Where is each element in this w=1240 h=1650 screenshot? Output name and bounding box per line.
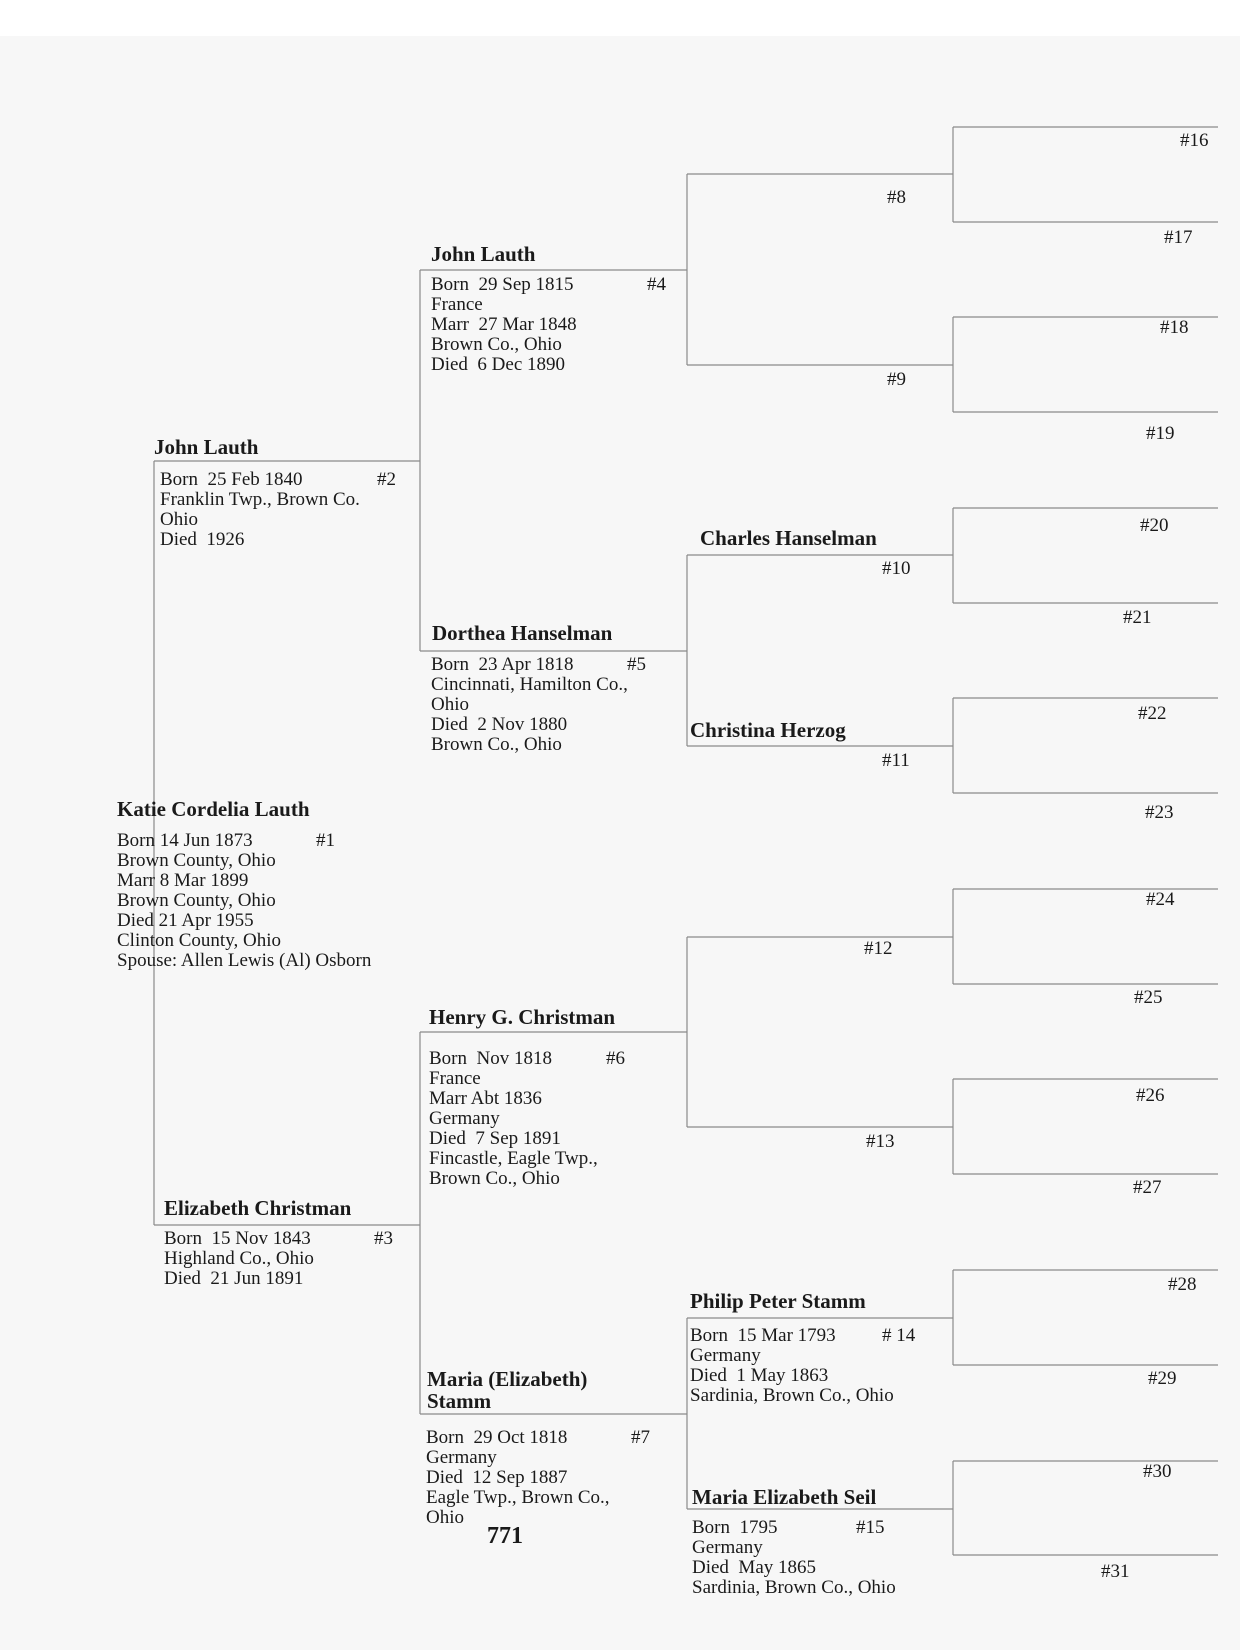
person-13-number: #13 (866, 1131, 895, 1152)
detail-line: Died 12 Sep 1887 (426, 1467, 568, 1488)
detail-line: Cincinnati, Hamilton Co., (431, 674, 628, 695)
detail-line: Brown County, Ohio (117, 890, 276, 911)
slot-21-number: #21 (1123, 607, 1152, 628)
person-6-name: Henry G. Christman (429, 1005, 616, 1029)
detail-line: Born 29 Oct 1818 (426, 1427, 568, 1448)
person-1-details (117, 831, 371, 971)
person-14-details (690, 1326, 894, 1406)
detail-line: Marr 8 Mar 1899 (117, 870, 249, 891)
person-3-details (164, 1229, 314, 1289)
person-3-name: Elizabeth Christman (164, 1196, 352, 1220)
person-2-details (160, 470, 360, 550)
detail-line: Sardinia, Brown Co., Ohio (690, 1385, 894, 1406)
detail-line: Germany (692, 1537, 763, 1558)
person-5-details (431, 655, 628, 755)
slot-22-number: #22 (1138, 703, 1167, 724)
detail-line: Ohio (160, 509, 198, 530)
person-14-name: Philip Peter Stamm (690, 1289, 866, 1313)
detail-line: Born 1795 (692, 1517, 778, 1538)
detail-line: Brown Co., Ohio (431, 734, 562, 755)
detail-line: Died May 1865 (692, 1557, 817, 1578)
slot-27-number: #27 (1133, 1177, 1162, 1198)
detail-line: Born 15 Mar 1793 (690, 1325, 836, 1346)
person-6-details (429, 1049, 598, 1189)
detail-line: Franklin Twp., Brown Co. (160, 489, 360, 510)
detail-line: Sardinia, Brown Co., Ohio (692, 1577, 896, 1598)
detail-line: Brown Co., Ohio (429, 1168, 560, 1189)
slot-31-number: #31 (1101, 1561, 1130, 1582)
slot-16-number: #16 (1180, 130, 1209, 151)
slot-29-number: #29 (1148, 1368, 1177, 1389)
detail-line: Germany (690, 1345, 761, 1366)
page-number: 771 (487, 1523, 523, 1549)
person-9-number: #9 (887, 369, 906, 390)
detail-line: Died 1926 (160, 529, 245, 550)
slot-25-number: #25 (1134, 987, 1163, 1008)
person-11-name: Christina Herzog (690, 718, 846, 742)
detail-line: Born 15 Nov 1843 (164, 1228, 311, 1249)
slot-28-number: #28 (1168, 1274, 1197, 1295)
detail-line: Marr 27 Mar 1848 (431, 314, 577, 335)
detail-line: Ohio (426, 1507, 464, 1528)
slot-17-number: #17 (1164, 227, 1193, 248)
detail-line: Germany (426, 1447, 497, 1468)
detail-line: Born 14 Jun 1873 (117, 830, 253, 851)
detail-line: Eagle Twp., Brown Co., (426, 1487, 610, 1508)
detail-line: Born 29 Sep 1815 (431, 274, 574, 295)
detail-line: Died 21 Apr 1955 (117, 910, 254, 931)
detail-line: Died 21 Jun 1891 (164, 1268, 304, 1289)
person-7-name: Maria (Elizabeth) Stamm (427, 1367, 588, 1413)
person-10-number: #10 (882, 558, 911, 579)
person-3-number: #3 (374, 1228, 393, 1249)
person-5-name: Dorthea Hanselman (432, 621, 613, 645)
detail-line: Died 1 May 1863 (690, 1365, 829, 1386)
person-7-number: #7 (631, 1427, 650, 1448)
detail-line: Died 2 Nov 1880 (431, 714, 568, 735)
slot-18-number: #18 (1160, 317, 1189, 338)
person-15-name: Maria Elizabeth Seil (692, 1485, 877, 1509)
person-10-name: Charles Hanselman (700, 526, 877, 550)
person-14-number: # 14 (882, 1325, 916, 1346)
slot-19-number: #19 (1146, 423, 1175, 444)
detail-line: Brown Co., Ohio (431, 334, 562, 355)
person-2-name: John Lauth (154, 435, 259, 459)
slot-24-number: #24 (1146, 889, 1175, 910)
detail-line: Died 6 Dec 1890 (431, 354, 566, 375)
person-4-number: #4 (647, 274, 666, 295)
detail-line: France (431, 294, 483, 315)
detail-line: Ohio (431, 694, 469, 715)
person-2-number: #2 (377, 469, 396, 490)
slot-26-number: #26 (1136, 1085, 1165, 1106)
detail-line: Born Nov 1818 (429, 1048, 552, 1069)
slot-20-number: #20 (1140, 515, 1169, 536)
detail-line: Clinton County, Ohio (117, 930, 281, 951)
slot-30-number: #30 (1143, 1461, 1172, 1482)
person-4-name: John Lauth (431, 242, 536, 266)
detail-line: Born 25 Feb 1840 (160, 469, 303, 490)
person-5-number: #5 (627, 654, 646, 675)
person-15-details (692, 1518, 896, 1598)
detail-line: Marr Abt 1836 (429, 1088, 542, 1109)
detail-line: Born 23 Apr 1818 (431, 654, 574, 675)
person-6-number: #6 (606, 1048, 625, 1069)
detail-line: Highland Co., Ohio (164, 1248, 314, 1269)
detail-line: France (429, 1068, 481, 1089)
slot-23-number: #23 (1145, 802, 1174, 823)
person-1-name: Katie Cordelia Lauth (117, 797, 310, 821)
detail-line: Fincastle, Eagle Twp., (429, 1148, 598, 1169)
person-1-number: #1 (316, 830, 335, 851)
person-8-number: #8 (887, 187, 906, 208)
detail-line: Died 7 Sep 1891 (429, 1128, 561, 1149)
detail-line: Germany (429, 1108, 500, 1129)
detail-line: Spouse: Allen Lewis (Al) Osborn (117, 950, 372, 971)
person-12-number: #12 (864, 938, 893, 959)
person-15-number: #15 (856, 1517, 885, 1538)
person-7-details (426, 1428, 610, 1528)
person-4-details (431, 275, 577, 375)
person-11-number: #11 (882, 750, 910, 771)
detail-line: Brown County, Ohio (117, 850, 276, 871)
